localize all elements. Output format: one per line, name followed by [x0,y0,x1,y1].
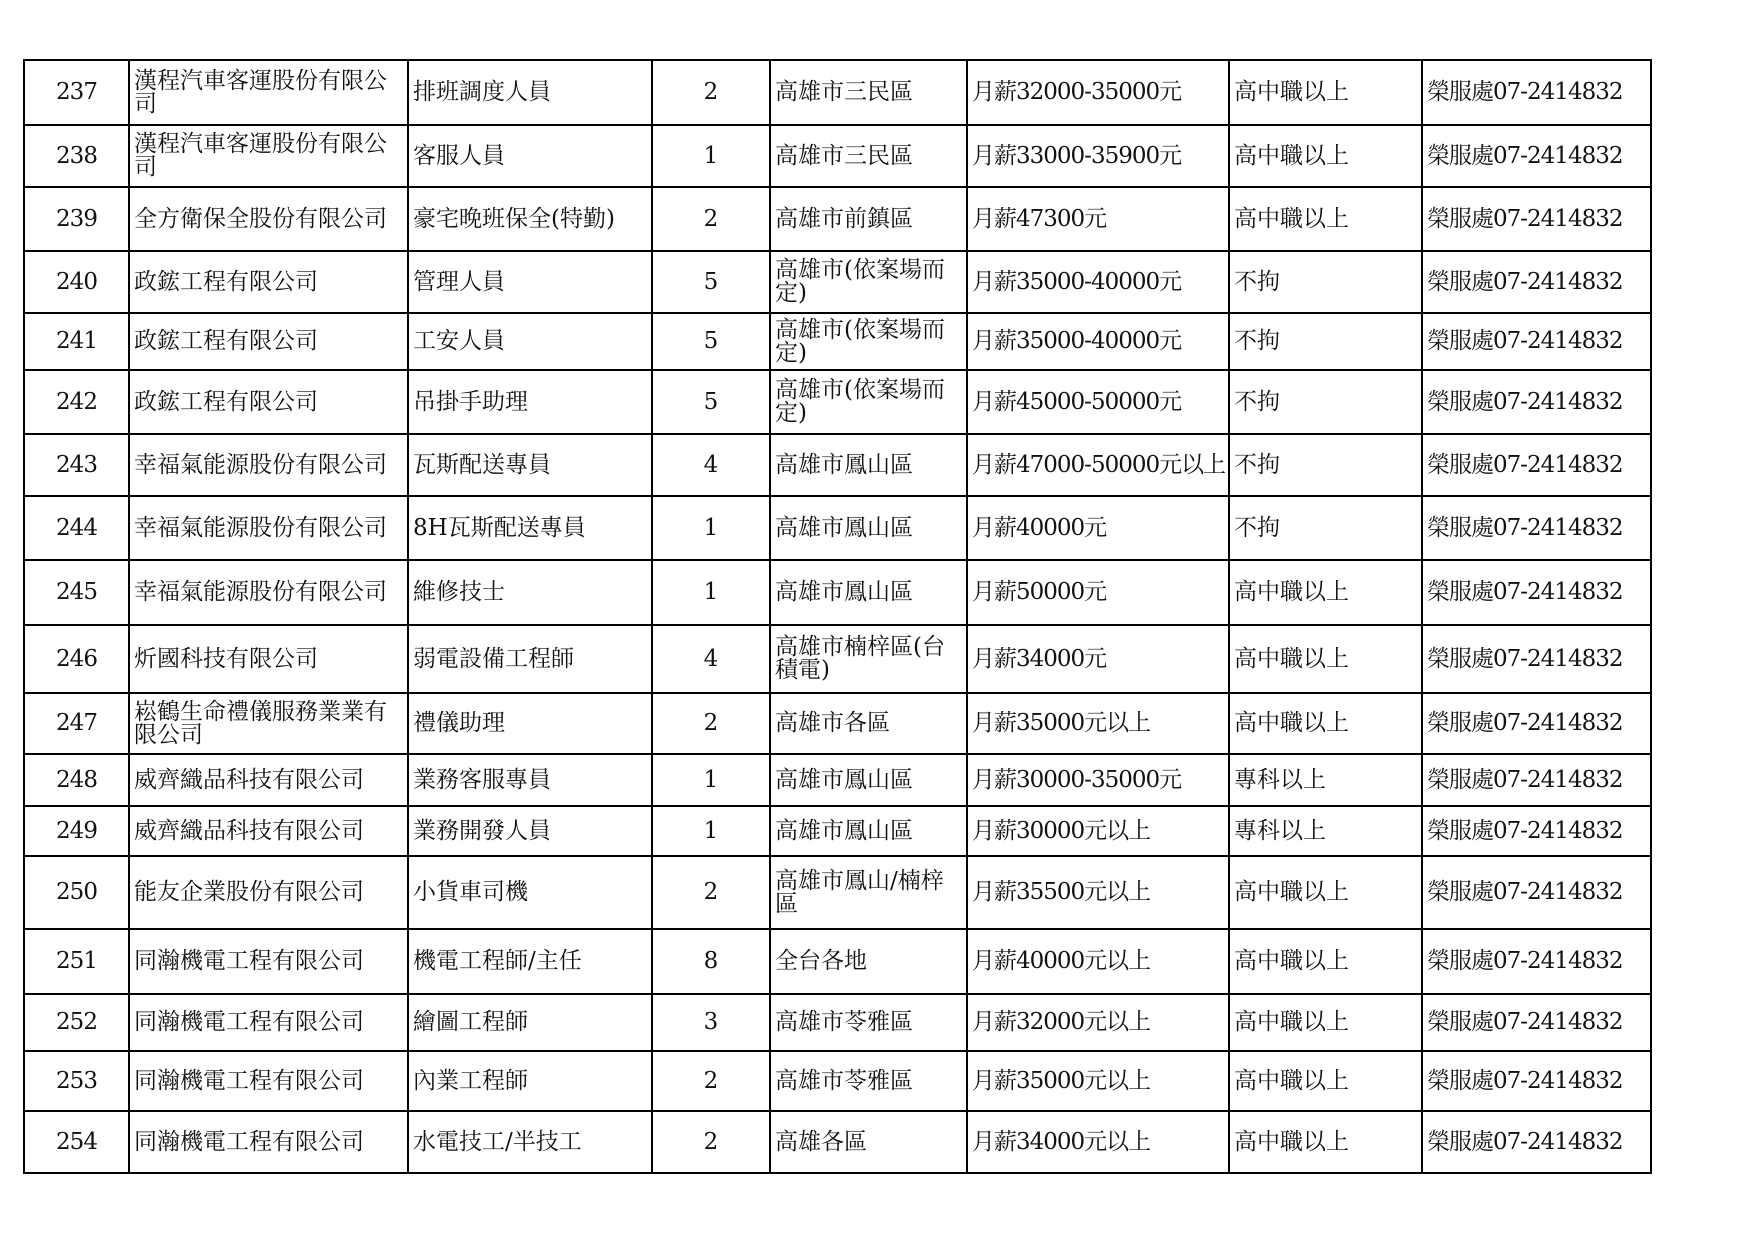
job-number: 241 [24,313,129,370]
opening-count: 2 [652,693,770,754]
company-name: 幸福氣能源股份有限公司 [129,560,408,625]
opening-count: 1 [652,125,770,187]
contact-info: 榮服處07-2414832 [1422,929,1651,994]
job-title: 業務開發人員 [408,806,652,856]
job-number: 252 [24,994,129,1051]
work-location: 高雄市苓雅區 [770,1051,967,1111]
company-name: 同瀚機電工程有限公司 [129,929,408,994]
work-location: 高雄市鳳山區 [770,806,967,856]
education-requirement: 不拘 [1229,313,1422,370]
job-number: 249 [24,806,129,856]
salary: 月薪34000元 [967,625,1229,693]
job-title: 瓦斯配送專員 [408,434,652,496]
opening-count: 5 [652,313,770,370]
salary: 月薪32000-35000元 [967,60,1229,125]
opening-count: 4 [652,625,770,693]
salary: 月薪45000-50000元 [967,370,1229,434]
work-location: 高雄市(依案場而定) [770,313,967,370]
company-name: 崧鶴生命禮儀服務業業有限公司 [129,693,408,754]
salary: 月薪35000元以上 [967,1051,1229,1111]
contact-info: 榮服處07-2414832 [1422,1111,1651,1173]
job-title: 機電工程師/主任 [408,929,652,994]
table-row [24,994,1651,1051]
salary: 月薪35000-40000元 [967,313,1229,370]
opening-count: 5 [652,251,770,313]
job-title: 小貨車司機 [408,856,652,929]
company-name: 全方衛保全股份有限公司 [129,187,408,251]
work-location: 高雄市三民區 [770,125,967,187]
contact-info: 榮服處07-2414832 [1422,856,1651,929]
contact-info: 榮服處07-2414832 [1422,994,1651,1051]
education-requirement: 不拘 [1229,434,1422,496]
opening-count: 2 [652,1051,770,1111]
education-requirement: 不拘 [1229,251,1422,313]
company-name: 炘國科技有限公司 [129,625,408,693]
work-location: 高雄市鳳山區 [770,496,967,560]
table-row [24,60,1651,125]
company-name: 威齊織品科技有限公司 [129,806,408,856]
job-number: 239 [24,187,129,251]
opening-count: 3 [652,994,770,1051]
company-name: 同瀚機電工程有限公司 [129,1051,408,1111]
education-requirement: 高中職以上 [1229,994,1422,1051]
table-row [24,125,1651,187]
salary: 月薪35500元以上 [967,856,1229,929]
contact-info: 榮服處07-2414832 [1422,434,1651,496]
education-requirement: 專科以上 [1229,806,1422,856]
table-row [24,1111,1651,1173]
job-title: 8H瓦斯配送專員 [408,496,652,560]
table-row [24,929,1651,994]
contact-info: 榮服處07-2414832 [1422,313,1651,370]
education-requirement: 高中職以上 [1229,693,1422,754]
salary: 月薪35000元以上 [967,693,1229,754]
job-number: 243 [24,434,129,496]
job-number: 245 [24,560,129,625]
contact-info: 榮服處07-2414832 [1422,693,1651,754]
job-title: 工安人員 [408,313,652,370]
job-number: 251 [24,929,129,994]
contact-info: 榮服處07-2414832 [1422,1051,1651,1111]
contact-info: 榮服處07-2414832 [1422,806,1651,856]
company-name: 威齊織品科技有限公司 [129,754,408,806]
job-number: 242 [24,370,129,434]
job-title: 管理人員 [408,251,652,313]
job-title: 繪圖工程師 [408,994,652,1051]
contact-info: 榮服處07-2414832 [1422,496,1651,560]
opening-count: 1 [652,560,770,625]
opening-count: 1 [652,754,770,806]
work-location: 高雄市(依案場而定) [770,251,967,313]
table-row [24,693,1651,754]
salary: 月薪35000-40000元 [967,251,1229,313]
table-row [24,187,1651,251]
contact-info: 榮服處07-2414832 [1422,560,1651,625]
company-name: 政鋐工程有限公司 [129,313,408,370]
work-location: 高雄各區 [770,1111,967,1173]
job-listing-table [23,59,1652,1174]
work-location: 高雄市三民區 [770,60,967,125]
education-requirement: 高中職以上 [1229,1111,1422,1173]
table-row [24,434,1651,496]
company-name: 同瀚機電工程有限公司 [129,994,408,1051]
contact-info: 榮服處07-2414832 [1422,125,1651,187]
education-requirement: 高中職以上 [1229,187,1422,251]
table-row [24,856,1651,929]
work-location: 高雄市鳳山區 [770,434,967,496]
salary: 月薪40000元以上 [967,929,1229,994]
job-title: 維修技士 [408,560,652,625]
company-name: 政鋐工程有限公司 [129,251,408,313]
education-requirement: 高中職以上 [1229,625,1422,693]
education-requirement: 高中職以上 [1229,856,1422,929]
job-number: 254 [24,1111,129,1173]
salary: 月薪50000元 [967,560,1229,625]
contact-info: 榮服處07-2414832 [1422,60,1651,125]
contact-info: 榮服處07-2414832 [1422,251,1651,313]
job-title: 客服人員 [408,125,652,187]
table-row [24,313,1651,370]
opening-count: 2 [652,187,770,251]
education-requirement: 高中職以上 [1229,60,1422,125]
job-title: 水電技工/半技工 [408,1111,652,1173]
education-requirement: 高中職以上 [1229,125,1422,187]
table-row [24,754,1651,806]
job-table-body [24,60,1651,1173]
company-name: 漢程汽車客運股份有限公司 [129,125,408,187]
work-location: 全台各地 [770,929,967,994]
opening-count: 4 [652,434,770,496]
salary: 月薪47000-50000元以上 [967,434,1229,496]
education-requirement: 不拘 [1229,496,1422,560]
job-number: 247 [24,693,129,754]
company-name: 能友企業股份有限公司 [129,856,408,929]
salary: 月薪34000元以上 [967,1111,1229,1173]
work-location: 高雄市(依案場而定) [770,370,967,434]
table-row [24,625,1651,693]
job-number: 244 [24,496,129,560]
job-title: 排班調度人員 [408,60,652,125]
work-location: 高雄市鳳山/楠梓區 [770,856,967,929]
job-title: 業務客服專員 [408,754,652,806]
job-title: 禮儀助理 [408,693,652,754]
job-number: 250 [24,856,129,929]
salary: 月薪30000-35000元 [967,754,1229,806]
salary: 月薪30000元以上 [967,806,1229,856]
table-row [24,496,1651,560]
job-title: 豪宅晚班保全(特勤) [408,187,652,251]
job-number: 253 [24,1051,129,1111]
opening-count: 1 [652,496,770,560]
job-number: 246 [24,625,129,693]
job-title: 吊掛手助理 [408,370,652,434]
company-name: 幸福氣能源股份有限公司 [129,434,408,496]
table-row [24,251,1651,313]
contact-info: 榮服處07-2414832 [1422,370,1651,434]
education-requirement: 高中職以上 [1229,1051,1422,1111]
salary: 月薪47300元 [967,187,1229,251]
opening-count: 2 [652,856,770,929]
company-name: 幸福氣能源股份有限公司 [129,496,408,560]
education-requirement: 高中職以上 [1229,929,1422,994]
contact-info: 榮服處07-2414832 [1422,187,1651,251]
work-location: 高雄市鳳山區 [770,754,967,806]
job-number: 248 [24,754,129,806]
education-requirement: 高中職以上 [1229,560,1422,625]
salary: 月薪32000元以上 [967,994,1229,1051]
salary: 月薪33000-35900元 [967,125,1229,187]
opening-count: 5 [652,370,770,434]
work-location: 高雄市楠梓區(台積電) [770,625,967,693]
education-requirement: 不拘 [1229,370,1422,434]
table-row [24,806,1651,856]
table-row [24,370,1651,434]
job-title: 弱電設備工程師 [408,625,652,693]
company-name: 同瀚機電工程有限公司 [129,1111,408,1173]
work-location: 高雄市前鎮區 [770,187,967,251]
table-row [24,560,1651,625]
contact-info: 榮服處07-2414832 [1422,754,1651,806]
company-name: 政鋐工程有限公司 [129,370,408,434]
opening-count: 1 [652,806,770,856]
opening-count: 2 [652,1111,770,1173]
table-row [24,1051,1651,1111]
contact-info: 榮服處07-2414832 [1422,625,1651,693]
job-title: 內業工程師 [408,1051,652,1111]
opening-count: 8 [652,929,770,994]
job-number: 237 [24,60,129,125]
work-location: 高雄市苓雅區 [770,994,967,1051]
salary: 月薪40000元 [967,496,1229,560]
work-location: 高雄市各區 [770,693,967,754]
company-name: 漢程汽車客運股份有限公司 [129,60,408,125]
opening-count: 2 [652,60,770,125]
education-requirement: 專科以上 [1229,754,1422,806]
work-location: 高雄市鳳山區 [770,560,967,625]
job-number: 238 [24,125,129,187]
job-number: 240 [24,251,129,313]
